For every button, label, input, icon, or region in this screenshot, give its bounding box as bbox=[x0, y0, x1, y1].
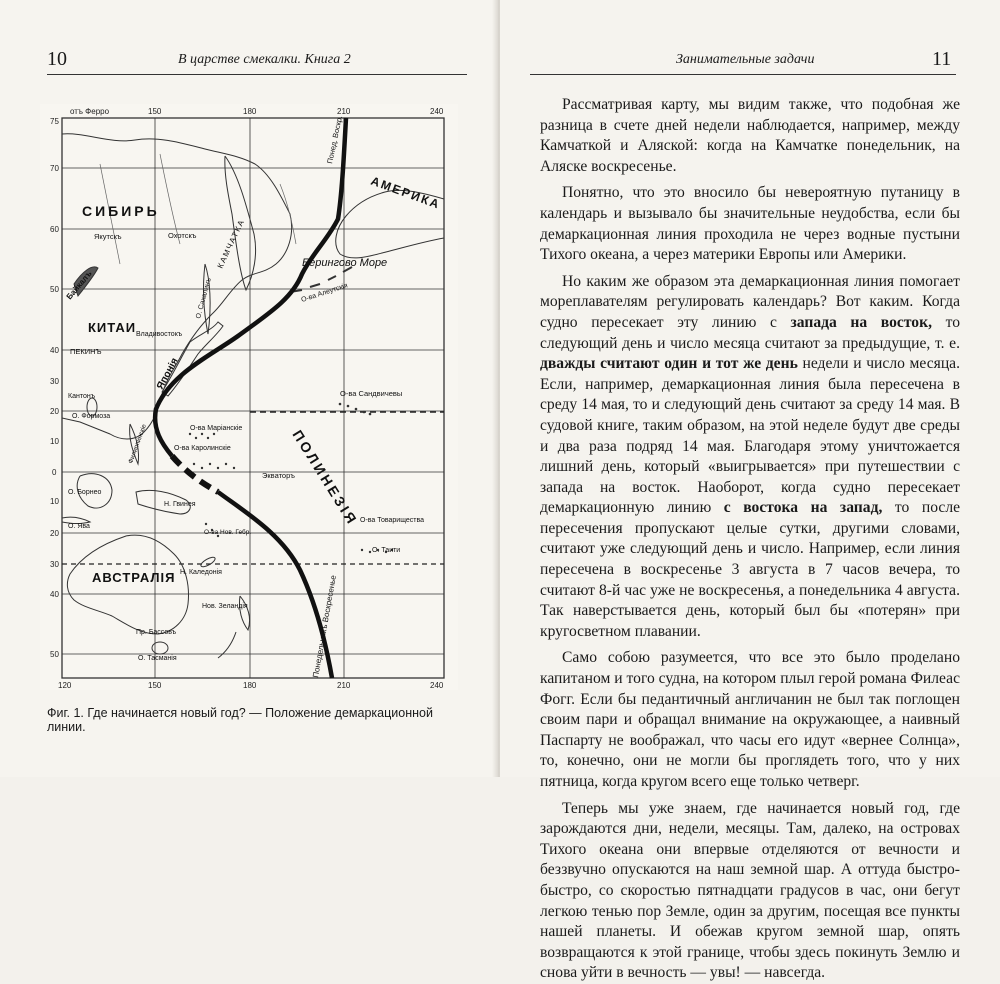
map-top-tick: 240 bbox=[430, 107, 444, 116]
right-page-number: 11 bbox=[932, 48, 952, 70]
left-page bbox=[0, 0, 496, 777]
label-aleutian: О-ва Алеутскія bbox=[300, 282, 349, 304]
label-new-caledonia: Н. Каледонія bbox=[180, 569, 222, 576]
map-lat-tick: 20 bbox=[50, 529, 59, 538]
map-lat-tick: 30 bbox=[50, 560, 59, 569]
map-lat-tick: 60 bbox=[50, 225, 59, 234]
map-bottom-tick: 240 bbox=[430, 681, 444, 690]
text-run: то после пересечения пропускают целые сутки, другими словами, считают уже следующий день и число. Например, если линия пересечена в воскресенье 3 августа в 7 часов вечера, то считают 8-й час уже не воскресенья, а понедельника 4 августа. Так наверстывается день, который был бы «потерян» при кругосветном плавании. bbox=[540, 499, 961, 640]
text-run: Само собою разумеется, что все это было проделано капитаном и того судна, на котором плыл герой романа Филеас Фогг. Если бы педантичный англичанин не был так поглощен своим пари и обращал внимание на окружающее, а наивный Паспарту не воображал, что часы его идут «вернее Солнца», то, конечно, они не могли бы проглядеть того, что у них пятница, когда кругом всего еще только четверг. bbox=[540, 649, 960, 790]
label-new-hebrides: О-ва Нов. Гебр. bbox=[204, 529, 252, 536]
label-siberia: СИБИРЬ bbox=[82, 203, 160, 219]
text-run: Рассматривая карту, мы видим также, что подобная же разница в счете дней недели наблюдается, например, между Камчаткой и Аляской: когда на Камчатке понедельник, на Аляске воскресенье. bbox=[540, 96, 960, 175]
bold-phrase: запада на восток, bbox=[790, 313, 932, 331]
map-lat-tick: 10 bbox=[50, 437, 59, 446]
map-top-tick: отъ Ферро bbox=[70, 107, 110, 116]
text-run: то следующий день и число месяца считают за предыдущие, т. е. bbox=[540, 313, 960, 352]
body-paragraph bbox=[540, 95, 960, 177]
map-bottom-tick: 210 bbox=[337, 681, 351, 690]
body-paragraph bbox=[540, 648, 960, 792]
label-monday-sunday-top: Понед. Воскр. bbox=[325, 114, 345, 165]
label-new-zealand: Нов. Зеландія bbox=[202, 603, 248, 610]
right-head-rule bbox=[530, 74, 956, 75]
text-run: недели и число месяца. Если, например, демаркационная линия была пересечена в среду 14 мая, то и следующий день считают за среду 14 мая. В судовой книге, таким образом, на этой неделе будут две среды и два раза подряд 14 мая. Благодаря этому уничтожается лишний день, который «выигрывается» при путешествии с запада на восток. Наоборот, когда судно пересекает демаркационную линию bbox=[540, 355, 960, 517]
label-china: КИТАИ bbox=[88, 320, 137, 335]
text-run: Но каким же образом эта демаркационная линия помогает мореплавателям регулировать календарь? Вот каким. Когда судно пересекает эту линию с bbox=[540, 272, 960, 331]
text-run: Понятно, что это вносило бы невероятную путаницу в календарь и вызывало бы значительные неудобства, если бы демаркационная линия проходила не через водные пустыни Тихого океана, а через материки Европы или Америки. bbox=[540, 184, 960, 264]
bold-phrase: дважды считают один и тот же день bbox=[540, 355, 798, 373]
left-running-head: В царстве смекалки. Книга 2 bbox=[178, 52, 351, 67]
demarcation-map bbox=[40, 104, 458, 690]
label-carolines: О-ва Каролинскіе bbox=[174, 445, 231, 452]
map-lat-tick: 40 bbox=[50, 590, 59, 599]
map-lat-tick: 0 bbox=[52, 468, 57, 477]
text-run: Теперь мы уже знаем, где начинается новый год, где зарождаются дни, недели, месяцы. Там, далеко, на островах Тихого океана они впервые отделяются от вечности и беззвучно опускаются на наш земной шар. А оттуда быстро-быстро, со скоростью пятнадцати градусов в час, они бегут легкою тенью пор Земле, один за другим, посещая все пункты нашей планеты. И обежав кругом земной шар, опять возвращаются к этой границе, чтобы здесь покинуть Землю и снова уйти в вечность — увы! — навсегда. bbox=[540, 799, 960, 982]
label-bass-strait: Пр. Бассовъ bbox=[136, 629, 177, 636]
label-marianas: О-ва Маріанскіе bbox=[190, 425, 243, 432]
label-australia: АВСТРАЛІЯ bbox=[92, 570, 176, 585]
label-vladivostok: Владивостокъ bbox=[136, 331, 183, 338]
map-top-tick: 150 bbox=[148, 107, 162, 116]
label-japan: Японія bbox=[154, 356, 181, 392]
body-paragraph bbox=[540, 799, 960, 984]
label-society: О-ва Товарищества bbox=[360, 517, 425, 524]
label-baikal: Байкалъ bbox=[64, 269, 94, 302]
left-head-rule bbox=[47, 74, 467, 75]
body-paragraph bbox=[540, 183, 960, 265]
label-borneo: О. Борнео bbox=[68, 489, 102, 496]
map-bottom-tick: 180 bbox=[243, 681, 257, 690]
label-bering-sea: Берингово Море bbox=[302, 257, 388, 269]
left-page-number: 10 bbox=[47, 48, 67, 70]
label-java: О. Ява bbox=[68, 523, 90, 530]
right-running-head: Занимательные задачи bbox=[676, 52, 815, 67]
map-lat-tick: 20 bbox=[50, 407, 59, 416]
figure-caption: Фиг. 1. Где начинается новый год? — Положение демаркационной линии. bbox=[47, 706, 433, 734]
label-formosa: О. Формоза bbox=[72, 413, 111, 420]
body-paragraph bbox=[540, 272, 960, 643]
map-lat-tick: 40 bbox=[50, 346, 59, 355]
map-bottom-tick: 150 bbox=[148, 681, 162, 690]
map-lat-tick: 10 bbox=[50, 497, 59, 506]
label-yakutsk: Якутскъ bbox=[94, 232, 122, 241]
label-new-guinea: Н. Гвинея bbox=[164, 501, 196, 508]
label-peking: ПЕКИНЪ bbox=[70, 347, 102, 356]
label-polynesia: ПОЛИНЕЗІЯ bbox=[289, 427, 362, 529]
body-text bbox=[540, 95, 960, 984]
label-america: АМЕРИКА bbox=[368, 173, 443, 212]
map-bottom-tick: 120 bbox=[58, 681, 72, 690]
label-kamchatka: КАМЧАТКА bbox=[215, 217, 247, 270]
map-lat-tick: 50 bbox=[50, 285, 59, 294]
label-tasmania: О. Тасманія bbox=[138, 655, 177, 662]
label-okhotsk: Охотскъ bbox=[168, 231, 197, 240]
map-lat-tick: 75 bbox=[50, 117, 59, 126]
label-tahiti: О. Таити bbox=[372, 547, 401, 554]
bold-phrase: с востока на запад, bbox=[723, 499, 883, 517]
map-lat-tick: 50 bbox=[50, 650, 59, 659]
label-sakhalin: О. Сахалинъ bbox=[195, 277, 213, 320]
map-lat-tick: 70 bbox=[50, 164, 59, 173]
map-top-tick: 180 bbox=[243, 107, 257, 116]
label-philippines: Филиппинскіе bbox=[127, 423, 149, 465]
label-sandwich: О-ва Сандвичевы bbox=[340, 389, 403, 398]
map-top-tick: 210 bbox=[337, 107, 351, 116]
map-lat-tick: 30 bbox=[50, 377, 59, 386]
label-monday-sunday-bottom: Понедельникъ Воскресенье bbox=[311, 574, 339, 679]
label-canton: Кантонъ bbox=[68, 393, 96, 400]
label-equator: Экваторъ bbox=[262, 471, 295, 480]
